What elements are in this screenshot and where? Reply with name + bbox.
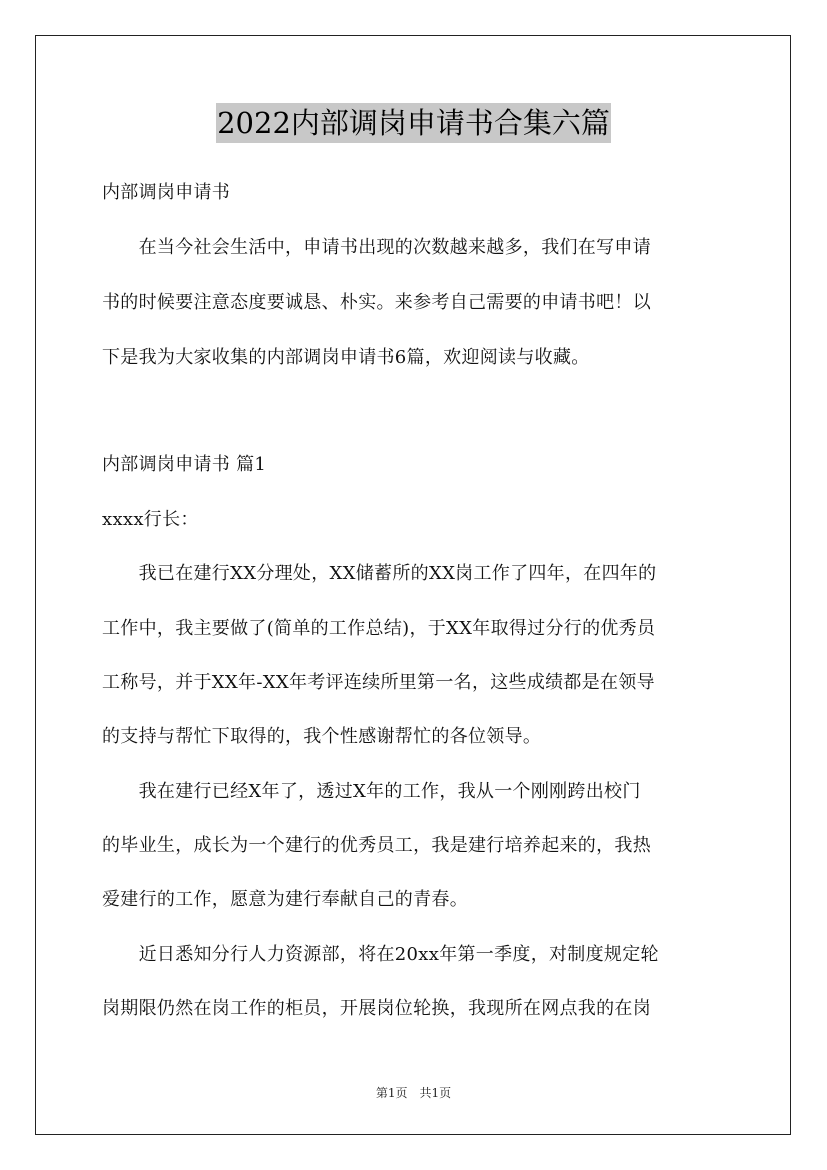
page-footer: 第1页 共1页 xyxy=(375,1086,452,1100)
paragraph-line: 工作中，我主要做了(简单的工作总结)，于XX年取得过分行的优秀员 xyxy=(102,618,656,639)
paragraph-line: 近日悉知分行人力资源部，将在20xx年第一季度，对制度规定轮 xyxy=(102,944,659,965)
paragraph-line: 的毕业生，成长为一个建行的优秀员工，我是建行培养起来的，我热 xyxy=(102,835,651,856)
paragraph-line: 书的时候要注意态度要诚恳、朴实。来参考自己需要的申请书吧！以 xyxy=(102,292,651,313)
paragraph-line: 的支持与帮忙下取得的，我个性感谢帮忙的各位领导。 xyxy=(102,726,542,747)
paragraph-line: 岗期限仍然在岗工作的柜员，开展岗位轮换，我现所在网点我的在岗 xyxy=(102,998,651,1019)
document-title: 2022内部调岗申请书合集六篇 xyxy=(216,103,611,143)
paragraph-line: 我已在建行XX分理处，XX储蓄所的XX岗工作了四年，在四年的 xyxy=(102,563,657,584)
salutation: xxxx行长： xyxy=(102,509,199,530)
paragraph-line: 爱建行的工作，愿意为建行奉献自己的青春。 xyxy=(102,889,468,910)
section-heading: 内部调岗申请书 xyxy=(102,182,231,203)
paragraph-line: 我在建行已经X年了，透过X年的工作，我从一个刚刚跨出校门 xyxy=(102,781,641,802)
paragraph-line: 在当今社会生活中，申请书出现的次数越来越多，我们在写申请 xyxy=(102,237,651,258)
section-heading: 内部调岗申请书 篇1 xyxy=(102,454,267,475)
paragraph-line: 下是我为大家收集的内部调岗申请书6篇，欢迎阅读与收藏。 xyxy=(102,347,590,368)
paragraph-line: 工称号，并于XX年-XX年考评连续所里第一名，这些成绩都是在领导 xyxy=(102,672,655,693)
title-wrap xyxy=(0,103,827,143)
